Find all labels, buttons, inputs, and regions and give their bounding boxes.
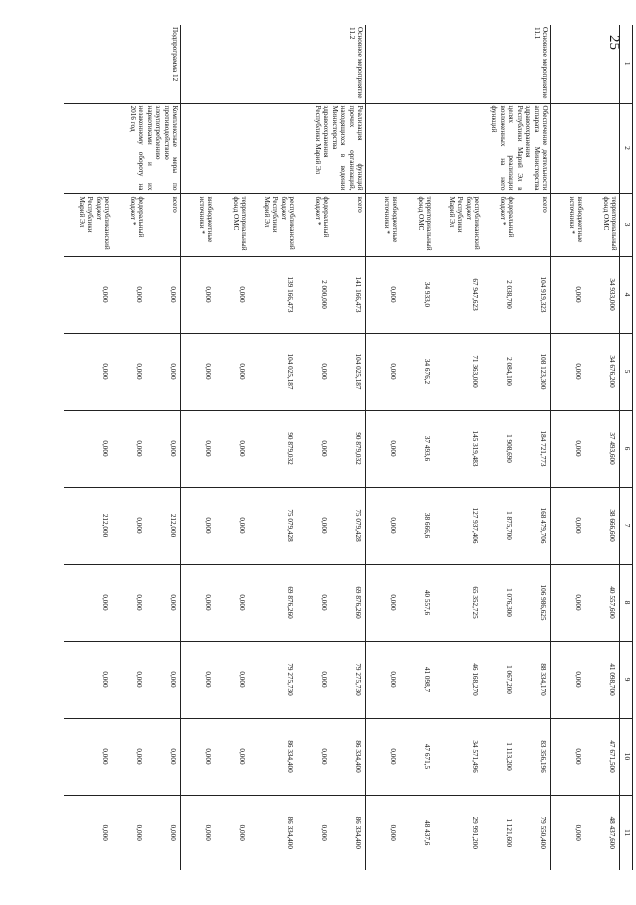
value-cell: 90 879,032 (331, 410, 366, 487)
column-number-2: 2 (620, 103, 633, 193)
value-cell: 38 666,6 (400, 487, 434, 564)
table-row (585, 25, 620, 870)
value-cell: 0,000 (366, 795, 401, 870)
value-cell: 0,000 (181, 333, 216, 410)
column-number-10: 10 (620, 718, 633, 795)
value-cell: 41 098,700 (585, 641, 620, 718)
measure-label (551, 25, 620, 103)
value-cell: 0,000 (215, 718, 249, 795)
value-cell: 212,000 (146, 487, 181, 564)
value-cell: 0,000 (112, 718, 146, 795)
value-cell: 0,000 (297, 641, 331, 718)
value-cell: 0,000 (297, 410, 331, 487)
value-cell: 0,000 (181, 718, 216, 795)
value-cell: 0,000 (215, 641, 249, 718)
value-cell: 0,000 (146, 333, 181, 410)
value-cell: 47 671,5 (400, 718, 434, 795)
measure-description: Обеспечение деятельности аппарата Министерства здравоохранения Республики Марий Эл в целях реализации возложенных на него функций (366, 103, 551, 193)
measure-description (551, 103, 620, 193)
value-cell: 0,000 (215, 410, 249, 487)
funding-table (64, 25, 633, 870)
value-cell: 0,000 (297, 795, 331, 870)
value-cell: 65 352,725 (434, 564, 482, 641)
funding-source: всего (516, 193, 551, 256)
value-cell: 79 550,400 (516, 795, 551, 870)
funding-source: внебюджетные источники * (366, 193, 401, 256)
value-cell: 75 079,428 (331, 487, 366, 564)
value-cell: 108 123,300 (516, 333, 551, 410)
value-cell: 1 113,200 (482, 718, 516, 795)
value-cell: 0,000 (64, 795, 112, 870)
value-cell: 88 334,170 (516, 641, 551, 718)
value-cell: 104 919,323 (516, 256, 551, 333)
value-cell: 0,000 (297, 333, 331, 410)
value-cell: 0,000 (64, 641, 112, 718)
value-cell: 0,000 (181, 410, 216, 487)
page-number: 25 (606, 35, 622, 50)
funding-source: республиканский бюджет Республики Марий Эл (64, 193, 112, 256)
value-cell: 139 166,473 (249, 256, 297, 333)
funding-source: федеральный бюджет * (482, 193, 516, 256)
funding-source: всего (146, 193, 181, 256)
value-cell: 212,000 (64, 487, 112, 564)
value-cell: 0,000 (146, 410, 181, 487)
funding-source: федеральный бюджет * (297, 193, 331, 256)
column-number-row (620, 25, 633, 870)
value-cell: 34 571,496 (434, 718, 482, 795)
value-cell: 168 479,706 (516, 487, 551, 564)
value-cell: 0,000 (112, 641, 146, 718)
value-cell: 0,000 (112, 256, 146, 333)
value-cell: 0,000 (146, 718, 181, 795)
value-cell: 71 363,000 (434, 333, 482, 410)
table-row (146, 25, 181, 870)
value-cell: 48 437,6 (400, 795, 434, 870)
funding-source: территориальный фонд ОМС (215, 193, 249, 256)
value-cell: 0,000 (551, 487, 586, 564)
value-cell: 0,000 (366, 333, 401, 410)
value-cell: 1 067,200 (482, 641, 516, 718)
value-cell: 0,000 (551, 564, 586, 641)
value-cell: 34 676,200 (585, 333, 620, 410)
value-cell: 1 121,600 (482, 795, 516, 870)
value-cell: 184 721,773 (516, 410, 551, 487)
value-cell: 0,000 (215, 564, 249, 641)
value-cell: 86 334,400 (249, 795, 297, 870)
value-cell: 0,000 (64, 718, 112, 795)
value-cell: 46 168,270 (434, 641, 482, 718)
value-cell: 0,000 (366, 256, 401, 333)
table-body (64, 25, 620, 870)
value-cell: 127 937,406 (434, 487, 482, 564)
value-cell: 0,000 (551, 795, 586, 870)
value-cell: 0,000 (366, 487, 401, 564)
value-cell: 0,000 (181, 256, 216, 333)
value-cell: 37 493,6 (400, 410, 434, 487)
column-number-5: 5 (620, 333, 633, 410)
value-cell: 86 334,400 (331, 795, 366, 870)
column-number-3: 3 (620, 193, 633, 256)
value-cell: 79 275,730 (249, 641, 297, 718)
funding-source: территориальный фонд ОМС (585, 193, 620, 256)
value-cell: 29 991,200 (434, 795, 482, 870)
value-cell: 0,000 (64, 333, 112, 410)
value-cell: 1 908,690 (482, 410, 516, 487)
value-cell: 41 098,7 (400, 641, 434, 718)
value-cell: 83 356,196 (516, 718, 551, 795)
funding-source: федеральный бюджет * (112, 193, 146, 256)
value-cell: 0,000 (215, 256, 249, 333)
value-cell: 0,000 (366, 641, 401, 718)
value-cell: 0,000 (146, 641, 181, 718)
value-cell: 104 025,187 (331, 333, 366, 410)
value-cell: 0,000 (551, 641, 586, 718)
column-number-4: 4 (620, 256, 633, 333)
value-cell: 0,000 (181, 795, 216, 870)
value-cell: 34 933,0 (400, 256, 434, 333)
funding-source: республиканский бюджет Республики Марий Эл (434, 193, 482, 256)
value-cell: 34 933,000 (585, 256, 620, 333)
value-cell: 47 671,500 (585, 718, 620, 795)
value-cell: 0,000 (297, 487, 331, 564)
column-number-9: 9 (620, 641, 633, 718)
table-row (516, 25, 551, 870)
value-cell: 0,000 (366, 564, 401, 641)
value-cell: 0,000 (366, 410, 401, 487)
value-cell: 0,000 (112, 410, 146, 487)
value-cell: 0,000 (112, 564, 146, 641)
value-cell: 0,000 (112, 333, 146, 410)
value-cell: 0,000 (112, 795, 146, 870)
column-number-11: 11 (620, 795, 633, 870)
value-cell: 0,000 (181, 641, 216, 718)
funding-source: внебюджетные источники * (181, 193, 216, 256)
value-cell: 0,000 (146, 795, 181, 870)
value-cell: 2 084,100 (482, 333, 516, 410)
value-cell: 90 879,032 (249, 410, 297, 487)
value-cell: 0,000 (297, 564, 331, 641)
measure-label: Основное мероприятие 11.1 (366, 25, 551, 103)
value-cell: 79 275,730 (331, 641, 366, 718)
value-cell: 0,000 (64, 564, 112, 641)
measure-description: Реализация функций прочих организаций, находящихся в ведении Министерства здравоохранения Республики Марий Эл (181, 103, 366, 193)
value-cell: 104 025,187 (249, 333, 297, 410)
value-cell: 86 334,400 (249, 718, 297, 795)
value-cell: 86 334,400 (331, 718, 366, 795)
value-cell: 0,000 (215, 795, 249, 870)
value-cell: 0,000 (181, 487, 216, 564)
value-cell: 0,000 (215, 487, 249, 564)
value-cell: 34 676,2 (400, 333, 434, 410)
value-cell: 1 875,700 (482, 487, 516, 564)
value-cell: 2 000,000 (297, 256, 331, 333)
column-number-8: 8 (620, 564, 633, 641)
funding-source: территориальный фонд ОМС (400, 193, 434, 256)
value-cell: 2 038,700 (482, 256, 516, 333)
funding-source: внебюджетные источники * (551, 193, 586, 256)
measure-label: Подпрограмма 12 (64, 25, 181, 103)
value-cell: 0,000 (551, 333, 586, 410)
value-cell: 40 557,600 (585, 564, 620, 641)
value-cell: 0,000 (64, 410, 112, 487)
column-number-1: 1 (620, 25, 633, 103)
column-number-7: 7 (620, 487, 633, 564)
measure-label: Основное мероприятие 11.2 (181, 25, 366, 103)
value-cell: 145 319,483 (434, 410, 482, 487)
column-number-6: 6 (620, 410, 633, 487)
rotated-table-container (77, 25, 633, 870)
value-cell: 0,000 (215, 333, 249, 410)
value-cell: 38 666,600 (585, 487, 620, 564)
value-cell: 0,000 (181, 564, 216, 641)
value-cell: 0,000 (551, 410, 586, 487)
funding-source: всего (331, 193, 366, 256)
value-cell: 69 876,260 (331, 564, 366, 641)
value-cell: 0,000 (112, 487, 146, 564)
value-cell: 0,000 (366, 718, 401, 795)
table-row (331, 25, 366, 870)
value-cell: 0,000 (297, 718, 331, 795)
value-cell: 1 076,300 (482, 564, 516, 641)
funding-source: республиканский бюджет Республики Марий Эл (249, 193, 297, 256)
value-cell: 75 079,428 (249, 487, 297, 564)
value-cell: 141 166,473 (331, 256, 366, 333)
value-cell: 0,000 (551, 256, 586, 333)
value-cell: 37 493,600 (585, 410, 620, 487)
value-cell: 0,000 (146, 256, 181, 333)
value-cell: 48 437,600 (585, 795, 620, 870)
value-cell: 0,000 (64, 256, 112, 333)
value-cell: 0,000 (146, 564, 181, 641)
value-cell: 40 557,6 (400, 564, 434, 641)
value-cell: 106 986,625 (516, 564, 551, 641)
value-cell: 0,000 (551, 718, 586, 795)
measure-description: Комплексные меры по противодействию злоупотреблению наркотиками и их незаконному обороту на 2016 год (64, 103, 181, 193)
value-cell: 67 947,623 (434, 256, 482, 333)
value-cell: 69 876,260 (249, 564, 297, 641)
